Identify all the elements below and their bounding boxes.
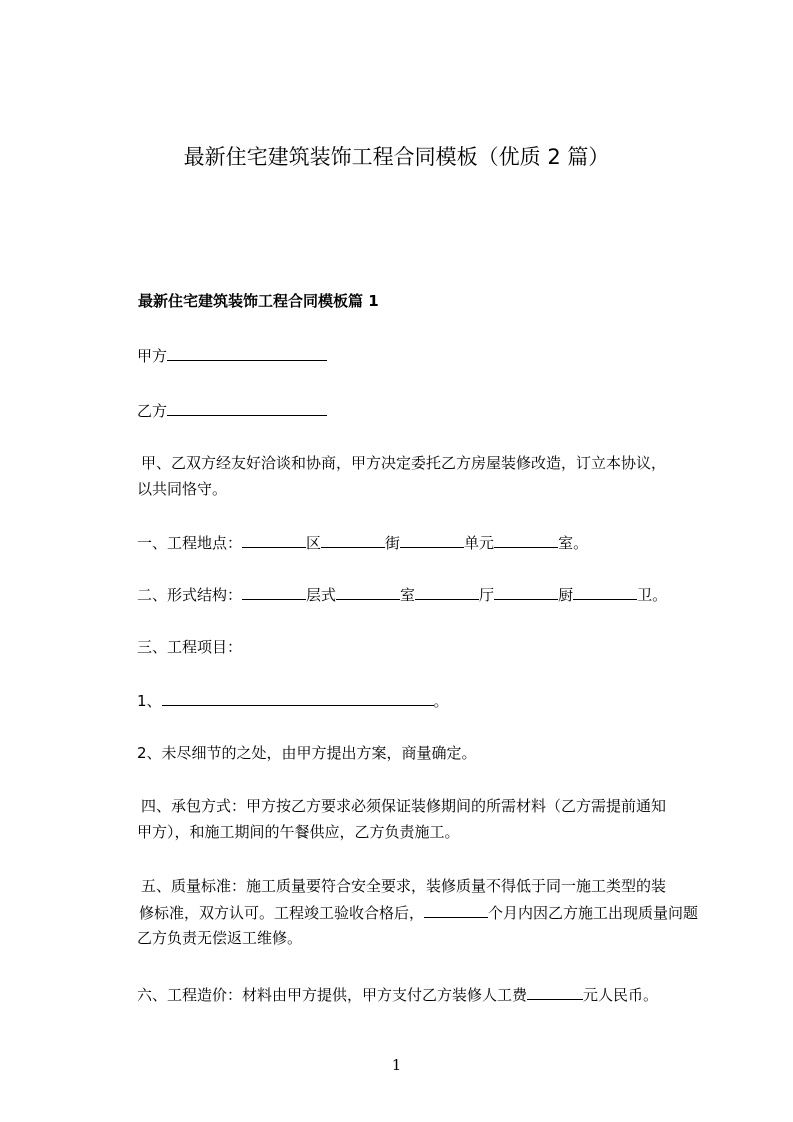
- sub-item-1: [137, 690, 449, 711]
- item-6-prefix: 六、工程造价：材料由甲方提供，甲方支付乙方装修人工费: [137, 986, 528, 1004]
- item-1-street: 街: [385, 534, 401, 552]
- page-number: 1: [391, 1056, 402, 1074]
- item-2-kitchen: 厨: [558, 586, 574, 604]
- sub-item-2: 2、未尽细节的之处，由甲方提出方案，商量确定。: [137, 744, 477, 762]
- party-a-label: 甲方: [137, 347, 168, 365]
- rooms-blank: [336, 584, 400, 600]
- months-blank: [424, 902, 488, 918]
- floor-blank: [242, 584, 306, 600]
- intro-line-2: 以共同恪守。: [137, 480, 228, 498]
- party-a-blank: [167, 345, 327, 361]
- item-2-structure: [137, 584, 667, 605]
- item-2-bath: 卫。: [637, 586, 668, 604]
- item-1-room: 室。: [558, 534, 589, 552]
- item-2-rooms: 室: [400, 586, 416, 604]
- bath-blank: [573, 584, 637, 600]
- item-2-hall: 厅: [479, 586, 495, 604]
- item-5-line-2-suffix: 个月内因乙方施工出现质量问题: [488, 904, 699, 922]
- item-4-line-2: 甲方），和施工期间的午餐供应，乙方负责施工。: [137, 823, 460, 841]
- unit-blank: [400, 532, 464, 548]
- item-1-prefix: 一、工程地点：: [137, 534, 243, 552]
- party-a-line: [137, 345, 327, 366]
- item-1-unit: 单元: [464, 534, 495, 552]
- party-b-line: [137, 400, 327, 421]
- item-5-line-2: [139, 902, 698, 923]
- item-5-line-2-prefix: 修标准，双方认可。工程竣工验收合格后，: [139, 904, 425, 922]
- item-1-district: 区: [306, 534, 322, 552]
- party-b-label: 乙方: [137, 402, 168, 420]
- district-blank: [242, 532, 306, 548]
- fee-blank: [527, 984, 583, 1000]
- section-heading: 最新住宅建筑装饰工程合同模板篇 1: [138, 292, 379, 310]
- room-blank: [494, 532, 558, 548]
- item-5-line-1: 五、质量标准：施工质量要符合安全要求，装修质量不得低于同一施工类型的装: [141, 877, 667, 895]
- sub-item-1-suffix: 。: [433, 692, 449, 710]
- hall-blank: [415, 584, 479, 600]
- item-2-prefix: 二、形式结构：: [137, 586, 243, 604]
- sub-item-1-prefix: 1、: [137, 692, 162, 710]
- item-6-cost: [137, 984, 658, 1005]
- street-blank: [321, 532, 385, 548]
- kitchen-blank: [494, 584, 558, 600]
- project-blank: [162, 690, 434, 706]
- item-1-location: [137, 532, 588, 553]
- intro-line-1: 甲、乙双方经友好洽谈和协商，甲方决定委托乙方房屋装修改造，订立本协议，: [141, 454, 667, 472]
- item-4-line-1: 四、承包方式：甲方按乙方要求必须保证装修期间的所需材料（乙方需提前通知: [141, 797, 667, 815]
- document-title: 最新住宅建筑装饰工程合同模板（优质 2 篇）: [183, 145, 610, 169]
- party-b-blank: [167, 400, 327, 416]
- item-6-suffix: 元人民币。: [583, 986, 659, 1004]
- item-2-floor: 层式: [306, 586, 337, 604]
- item-5-line-3: 乙方负责无偿返工维修。: [137, 929, 303, 947]
- item-3-projects: 三、工程项目：: [137, 638, 243, 656]
